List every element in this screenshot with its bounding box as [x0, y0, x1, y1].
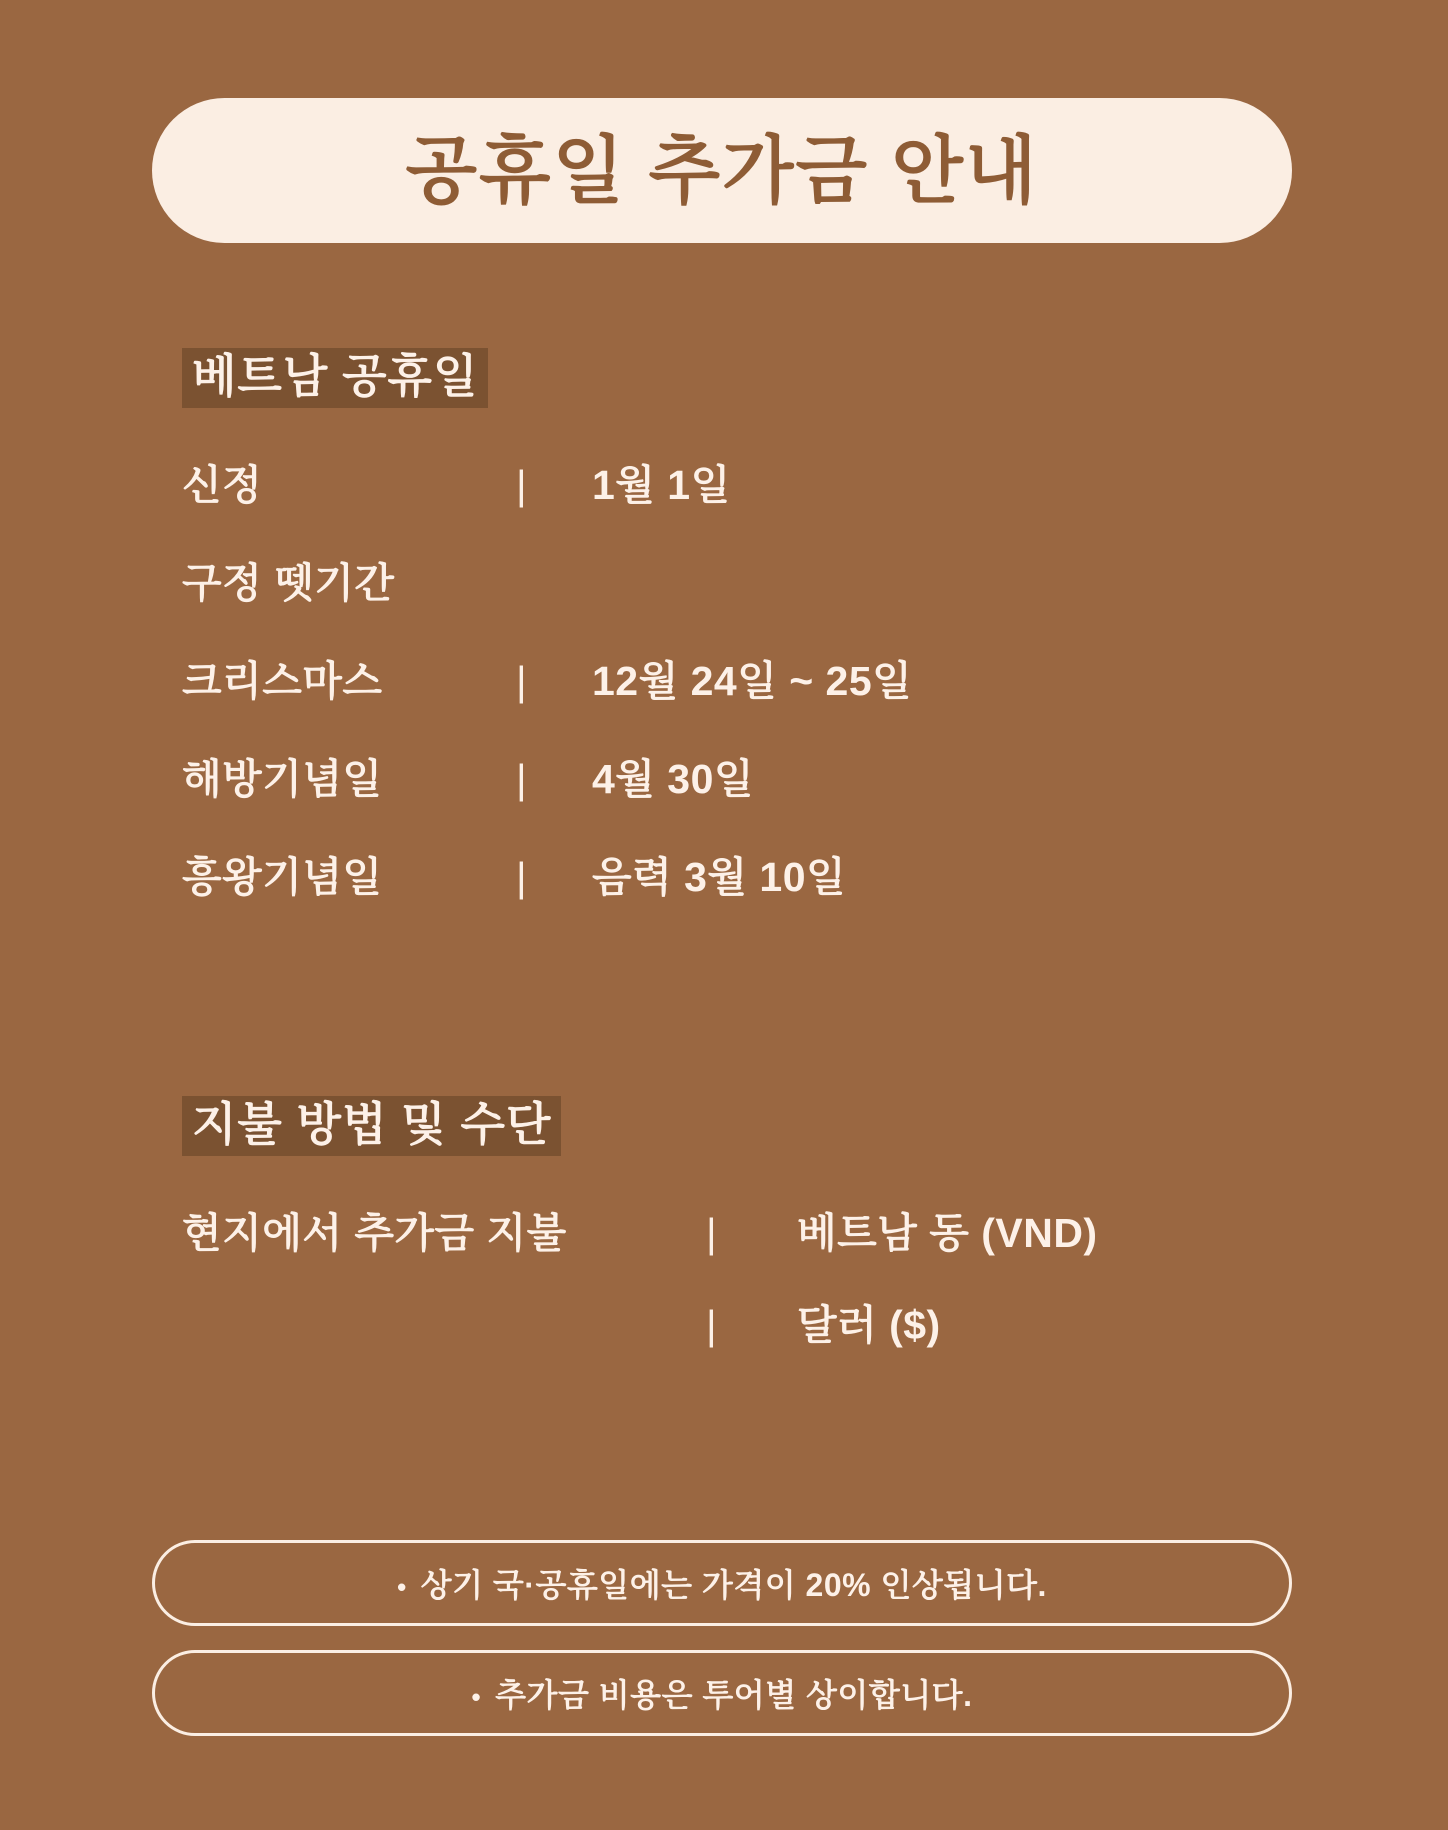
holiday-name: 해방기념일: [182, 756, 383, 803]
list-item: [182, 844, 912, 942]
note-item: [152, 1650, 1292, 1736]
holiday-name: 흥왕기념일: [182, 854, 383, 901]
holiday-name: 크리스마스: [182, 658, 383, 705]
holiday-date: 4월 30일: [592, 756, 755, 803]
payment-currency: 베트남 동 (VND): [797, 1210, 1098, 1257]
divider-glyph: |: [516, 658, 528, 705]
section-heading-holidays: 베트남 공휴일: [182, 348, 488, 408]
divider-glyph: |: [516, 462, 528, 509]
holiday-name: 구정 뗏기간: [182, 560, 395, 607]
list-item: [182, 1200, 1098, 1292]
section-payment-methods: [182, 1096, 1098, 1384]
note-body: 추가금 비용은 투어별 상이합니다.: [495, 1677, 973, 1713]
divider-glyph: |: [516, 854, 528, 901]
payment-label: 현지에서 추가금 지불: [182, 1210, 567, 1257]
holiday-date: 1월 1일: [592, 462, 731, 509]
list-item: [182, 1292, 1098, 1384]
holiday-list: [182, 452, 912, 942]
divider-glyph: |: [706, 1302, 718, 1349]
list-item: [182, 746, 912, 844]
notes-group: [152, 1540, 1292, 1760]
payment-currency: 달러 ($): [797, 1302, 941, 1349]
holiday-name: 신정: [182, 462, 263, 509]
note-text: [472, 1670, 973, 1716]
holiday-date: 12월 24일 ~ 25일: [592, 658, 913, 705]
bullet-icon: •: [397, 1572, 407, 1603]
list-item: [182, 648, 912, 746]
page-title: 공휴일 추가금 안내: [405, 128, 1039, 212]
list-item: [182, 550, 912, 648]
note-item: [152, 1540, 1292, 1626]
holiday-date: 음력 3월 10일: [592, 854, 847, 901]
divider-glyph: |: [516, 756, 528, 803]
section-heading-payment: 지불 방법 및 수단: [182, 1096, 561, 1156]
divider-glyph: |: [706, 1210, 718, 1257]
list-item: [182, 452, 912, 550]
bullet-icon: •: [471, 1682, 482, 1713]
note-body: 상기 국·공휴일에는 가격이 20% 인상됩니다.: [420, 1567, 1047, 1603]
title-pill: [152, 98, 1292, 243]
payment-list: [182, 1200, 1098, 1384]
section-vietnam-holidays: [182, 348, 912, 942]
note-text: [397, 1560, 1047, 1606]
